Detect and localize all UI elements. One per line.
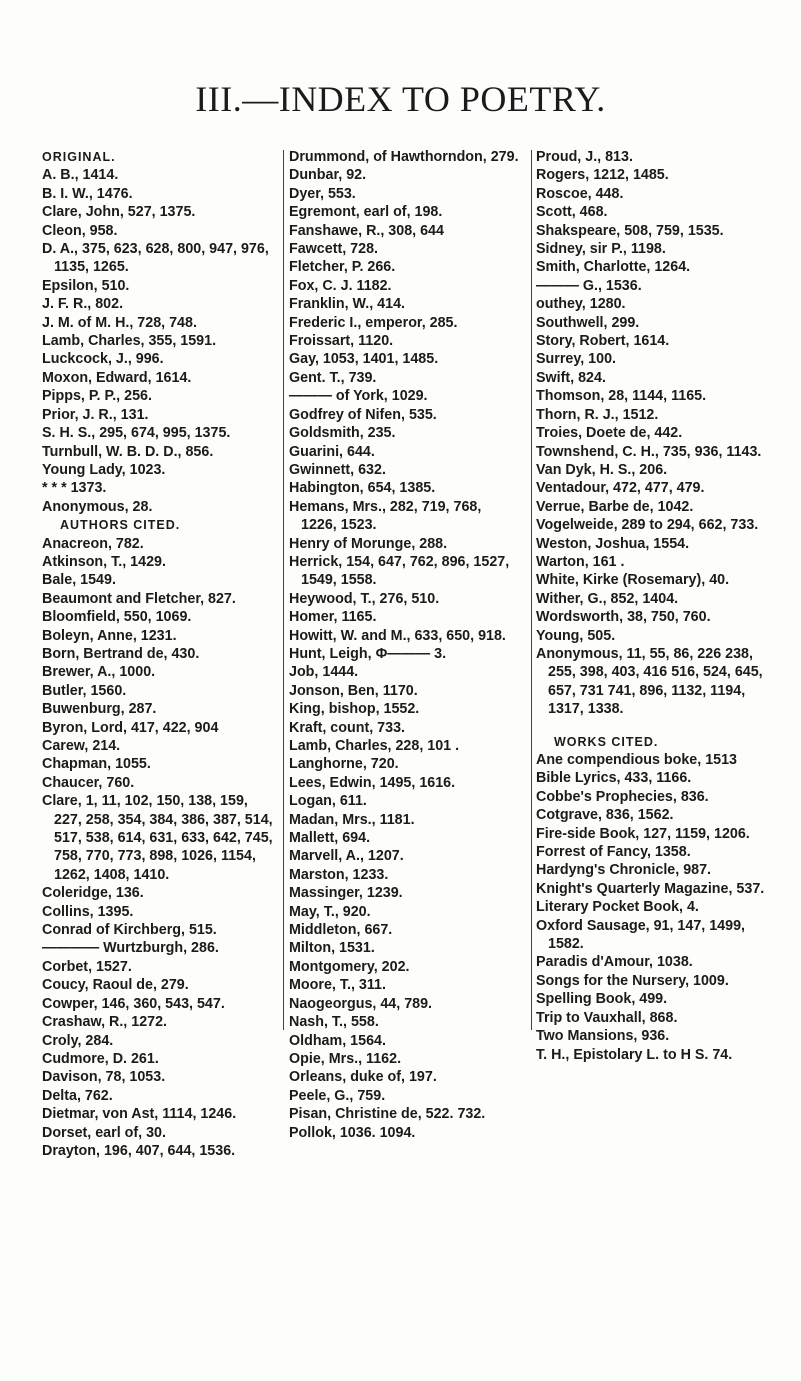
index-entry: Coleridge, 136. [42,885,144,902]
index-entry: Songs for the Nursery, 1009. [536,972,729,989]
index-entry: Frederic I., emperor, 285. [289,314,458,331]
index-entry: Langhorne, 720. [289,756,399,773]
index-entry: Anonymous, 28. [42,498,153,515]
index-entry: Cotgrave, 836, 1562. [536,807,674,824]
index-entry: Moxon, Edward, 1614. [42,369,192,386]
index-entry: Moore, T., 311. [289,977,386,994]
index-entry: Fletcher, P. 266. [289,259,396,276]
index-entry: Buwenburg, 287. [42,701,157,718]
index-entry: Brewer, A., 1000. [42,664,156,681]
index-entry: Shakspeare, 508, 759, 1535. [536,222,724,239]
index-entry: Epsilon, 510. [42,277,130,294]
index-entry: Prior, J. R., 131. [42,406,149,423]
column-divider [531,150,532,1030]
index-entry: Orleans, duke of, 197. [289,1069,437,1086]
index-entry: Verrue, Barbe de, 1042. [536,498,694,515]
index-entry: Forrest of Fancy, 1358. [536,844,691,861]
index-entry: Spelling Book, 499. [536,991,668,1008]
index-entry: Chapman, 1055. [42,756,151,773]
index-entry: Marvell, A., 1207. [289,848,404,865]
index-entry: Bale, 1549. [42,572,116,589]
index-entry: Gwinnett, 632. [289,461,386,478]
index-entry: Ane compendious boke, 1513 [536,752,738,768]
page-title: III.—INDEX TO POETRY. [195,79,606,119]
index-entry: Marston, 1233. [289,866,389,883]
index-entry: Crashaw, R., 1272. [42,1014,168,1031]
index-entry: May, T., 920. [289,903,371,920]
index-entry: Clare, John, 527, 1375. [42,204,196,221]
index-entry: B. I. W., 1476. [42,185,133,202]
index-entry: Drummond, of Hawthorndon, 279. [289,149,519,165]
index-entry: Habington, 654, 1385. [289,480,436,497]
index-entry: Franklin, W., 414. [289,296,406,313]
index-entry: Clare, 1, 11, 102, 150, 138, 159, 227, 258, 354, 384, 386, 387, 514, 517, 538, 614, 631, 633, 642, 745, 758, 770, 773, 898, 1026, 1154, 1262, 1408, 1410. [42,793,273,883]
index-column-3 [536,148,766,1064]
index-entry: Cudmore, D. 261. [42,1050,159,1067]
index-entry: Ventadour, 472, 477, 479. [536,480,705,497]
index-entry: Sidney, sir P., 1198. [536,241,666,258]
section-heading: WORKS CITED. [554,734,659,749]
index-entry: Pisan, Christine de, 522. 732. [289,1106,486,1123]
index-entry: Two Mansions, 936. [536,1028,670,1045]
index-entry: Davison, 78, 1053. [42,1069,166,1086]
index-entry: Byron, Lord, 417, 422, 904 [42,719,219,736]
index-entry: Lamb, Charles, 228, 101 . [289,738,460,754]
index-entry: Lamb, Charles, 355, 1591. [42,333,217,350]
index-entry: Collins, 1395. [42,903,134,920]
index-entry: Froissart, 1120. [289,333,394,350]
section-heading: ORIGINAL. [42,150,116,164]
index-entry: Turnbull, W. B. D. D., 856. [42,443,214,460]
index-entry: Peele, G., 759. [289,1087,386,1104]
index-entry: Dorset, earl of, 30. [42,1124,166,1141]
index-entry: Pipps, P. P., 256. [42,388,152,405]
index-entry: Fox, C. J. 1182. [289,277,392,294]
index-entry: Goldsmith, 235. [289,425,396,442]
index-entry: Nash, T., 558. [289,1014,379,1031]
index-entry: Atkinson, T., 1429. [42,553,166,570]
index-entry: Knight's Quarterly Magazine, 537. [536,880,765,897]
index-entry: Cowper, 146, 360, 543, 547. [42,995,225,1012]
index-entry: White, Kirke (Rosemary), 40. [536,572,730,589]
index-entry: J. M. of M. H., 728, 748. [42,314,197,331]
index-entry: Homer, 1165. [289,609,377,626]
index-entry: Young Lady, 1023. [42,461,166,478]
index-entry: Coucy, Raoul de, 279. [42,977,189,994]
index-entry: J. F. R., 802. [42,296,124,313]
index-entry: Van Dyk, H. S., 206. [536,461,668,478]
index-entry: Opie, Mrs., 1162. [289,1050,402,1067]
index-entry: Vogelweide, 289 to 294, 662, 733. [536,517,759,534]
index-entry: Middleton, 667. [289,922,393,939]
index-entry: Dietmar, von Ast, 1114, 1246. [42,1106,237,1123]
index-entry: Henry of Morunge, 288. [289,535,448,552]
index-entry: Young, 505. [536,627,616,644]
index-entry: outhey, 1280. [536,296,626,313]
index-entry: Herrick, 154, 647, 762, 896, 1527, 1549, 1558. [289,553,510,589]
index-column-2 [289,148,521,1142]
index-entry: Luckcock, J., 996. [42,351,164,368]
index-entry: Dyer, 553. [289,185,356,202]
index-entry: Literary Pocket Book, 4. [536,899,699,916]
index-entry: Beaumont and Fletcher, 827. [42,590,236,607]
index-entry: Madan, Mrs., 1181. [289,811,415,828]
index-entry: Weston, Joshua, 1554. [536,535,690,552]
index-entry: Hardyng's Chronicle, 987. [536,862,712,879]
index-entry: Wordsworth, 38, 750, 760. [536,609,711,626]
index-entry: Naogeorgus, 44, 789. [289,995,433,1012]
index-entry: Hunt, Leigh, Φ——— 3. [289,645,447,662]
index-entry: Boleyn, Anne, 1231. [42,627,177,644]
index-entry: Gay, 1053, 1401, 1485. [289,351,439,368]
index-entry: Milton, 1531. [289,940,375,957]
index-entry: Egremont, earl of, 198. [289,204,443,221]
index-entry: D. A., 375, 623, 628, 800, 947, 976, 1135, 1265. [42,241,269,276]
index-entry: Oxford Sausage, 91, 147, 1499, 1582. [536,917,746,953]
index-entry: Fire-side Book, 127, 1159, 1206. [536,825,750,842]
index-entry: Dunbar, 92. [289,167,367,184]
index-entry: Butler, 1560. [42,682,127,699]
index-entry: Rogers, 1212, 1485. [536,167,669,184]
index-entry: Born, Bertrand de, 430. [42,645,200,662]
index-entry: ——— G., 1536. [536,277,642,294]
index-entry: Thomson, 28, 1144, 1165. [536,388,707,405]
index-entry: Anonymous, 11, 55, 86, 226 238, 255, 398, 403, 416 516, 524, 645, 657, 731 741, 896, 1132, 1194, 1317, 1338. [536,645,763,718]
index-entry: King, bishop, 1552. [289,701,420,718]
index-entry: T. H., Epistolary L. to H S. 74. [536,1046,733,1063]
index-entry: ———— Wurtzburgh, 286. [42,940,219,957]
index-entry: Trip to Vauxhall, 868. [536,1009,678,1026]
index-entry: Corbet, 1527. [42,958,132,975]
index-entry: Swift, 824. [536,369,606,386]
index-column-1 [42,148,274,1160]
index-entry: Lees, Edwin, 1495, 1616. [289,774,456,791]
index-entry: Massinger, 1239. [289,885,403,902]
index-entry: Roscoe, 448. [536,185,624,202]
index-entry: Scott, 468. [536,204,608,221]
index-entry: ——— of York, 1029. [289,388,428,405]
index-entry: Wither, G., 852, 1404. [536,590,679,607]
index-entry: Southwell, 299. [536,314,640,331]
index-entry: Job, 1444. [289,664,359,681]
index-entry: Paradis d'Amour, 1038. [536,954,693,971]
index-entry: Bloomfield, 550, 1069. [42,609,192,626]
index-entry: Anacreon, 782. [42,535,144,552]
index-entry: A. B., 1414. [42,167,119,184]
index-entry: Mallett, 694. [289,830,371,847]
index-entry: Fawcett, 728. [289,241,378,258]
index-entry: * * * 1373. [42,480,107,497]
index-entry: Carew, 214. [42,738,121,754]
index-entry: Drayton, 196, 407, 644, 1536. [42,1142,236,1159]
index-entry: Troies, Doete de, 442. [536,425,683,442]
index-entry: S. H. S., 295, 674, 995, 1375. [42,425,231,442]
index-entry: Chaucer, 760. [42,774,135,791]
index-entry: Jonson, Ben, 1170. [289,682,418,699]
index-entry: Smith, Charlotte, 1264. [536,259,691,276]
index-entry: Warton, 161 . [536,553,625,570]
index-entry: Story, Robert, 1614. [536,333,670,350]
index-entry: Kraft, count, 733. [289,719,405,736]
index-entry: Bible Lyrics, 433, 1166. [536,770,692,787]
index-entry: Thorn, R. J., 1512. [536,406,659,423]
index-entry: Proud, J., 813. [536,149,633,165]
index-entry: Cleon, 958. [42,222,118,239]
index-entry: Oldham, 1564. [289,1032,386,1049]
index-entry: Montgomery, 202. [289,958,410,975]
index-entry: Guarini, 644. [289,443,375,460]
index-entry: Croly, 284. [42,1032,114,1049]
index-entry: Godfrey of Nifen, 535. [289,406,437,423]
index-entry: Pollok, 1036. 1094. [289,1124,416,1141]
section-heading: AUTHORS CITED. [60,518,181,533]
index-entry: Fanshawe, R., 308, 644 [289,222,444,239]
column-divider [283,150,284,1030]
index-entry: Gent. T., 739. [289,369,377,386]
index-entry: Surrey, 100. [536,351,617,368]
index-entry: Conrad of Kirchberg, 515. [42,922,217,939]
index-entry: Townshend, C. H., 735, 936, 1143. [536,443,762,460]
index-entry: Howitt, W. and M., 633, 650, 918. [289,627,506,644]
index-entry: Hemans, Mrs., 282, 719, 768, 1226, 1523. [289,498,482,534]
index-entry: Heywood, T., 276, 510. [289,590,440,607]
index-entry: Logan, 611. [289,793,367,810]
index-entry: Cobbe's Prophecies, 836. [536,788,709,805]
index-entry: Delta, 762. [42,1087,113,1104]
